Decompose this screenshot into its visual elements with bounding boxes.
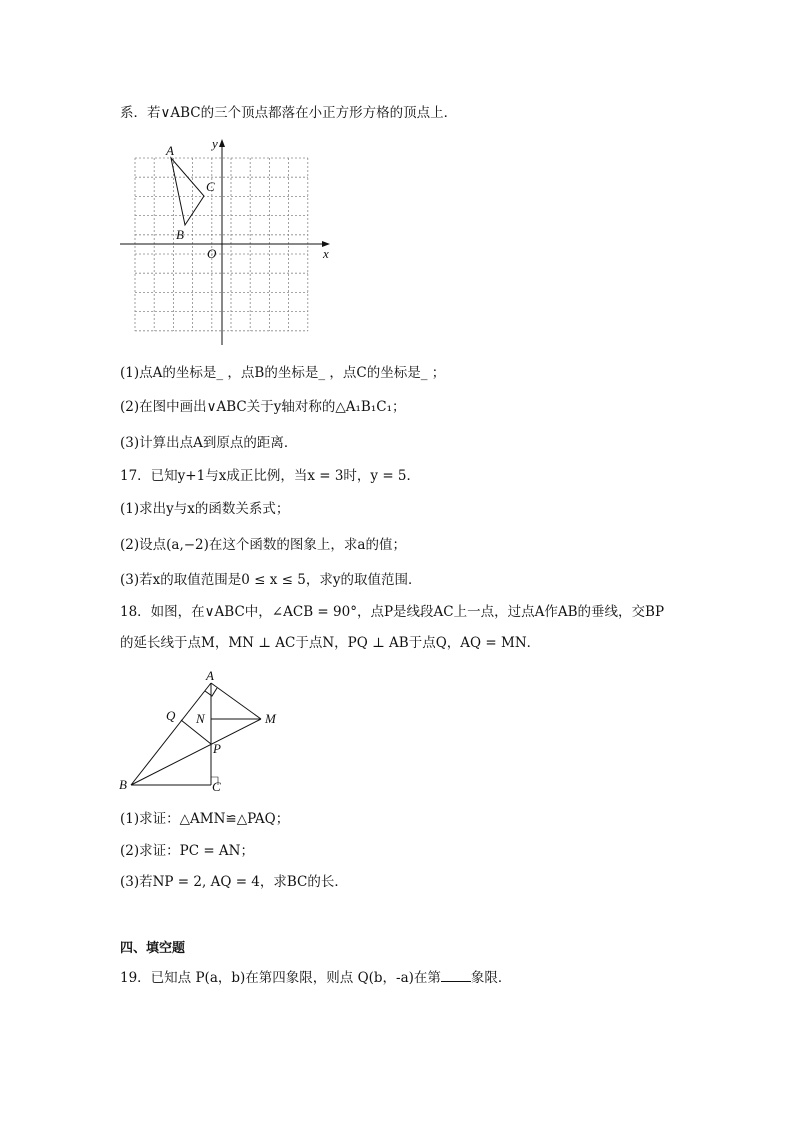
section-heading: 四、填空题 <box>120 941 186 956</box>
triangle-abc <box>171 158 204 225</box>
label-o: O <box>207 246 217 261</box>
y-axis-arrow <box>219 139 225 147</box>
q19-text-before: 19．已知点 P(a，b)在第四象限，则点 Q(b，-a)在第 <box>120 970 441 986</box>
fig-label-b: B <box>119 777 127 792</box>
q16-part3: (3)计算出点A到原点的距离． <box>120 435 298 451</box>
fig-label-p: P <box>213 741 221 756</box>
q18-stem-line1: 18．如图，在∨ABC中，∠ACB = 90°，点P是线段AC上一点，过点A作AB的垂线，交BP <box>120 604 665 620</box>
fig-label-n: N <box>196 711 205 726</box>
triangle-figure <box>115 668 285 798</box>
q17-part1: (1)求出y与x的函数关系式； <box>120 501 290 517</box>
q18-part3: (3)若NP = 2, AQ = 4，求BC的长． <box>120 874 348 890</box>
fig-label-a: A <box>206 668 214 683</box>
q16-part1: (1)点A的坐标是_ ，点B的坐标是_ ，点C的坐标是_ ； <box>120 365 446 381</box>
label-b: B <box>176 227 184 242</box>
q18-stem-line2: 的延长线于点M，MN ⊥ AC于点N，PQ ⊥ AB于点Q，AQ = MN． <box>120 635 541 651</box>
segment-am <box>211 683 261 719</box>
intro-line: 系．若∨ABC的三个顶点都落在小正方形方格的顶点上． <box>120 105 458 121</box>
fig-label-m: M <box>265 711 276 726</box>
label-c: C <box>206 179 215 194</box>
q17-stem: 17．已知y+1与x成正比例，当x = 3时，y = 5． <box>120 468 421 484</box>
coordinate-grid-figure <box>115 135 345 350</box>
q18-part2: (2)求证：PC = AN； <box>120 843 254 859</box>
q17-part3: (3)若x的取值范围是0 ≤ x ≤ 5，求y的取值范围． <box>120 572 422 588</box>
label-a: A <box>166 143 174 158</box>
label-y: y <box>212 136 218 151</box>
q19-text-after: 象限． <box>470 970 512 986</box>
q18-part1: (1)求证：△AMN≌△PAQ； <box>120 811 290 827</box>
segment-bm <box>131 719 261 785</box>
q16-part2: (2)在图中画出∨ABC关于y轴对称的△A₁B₁C₁； <box>120 399 406 415</box>
label-x: x <box>323 246 329 261</box>
q17-part2: (2)设点(a,−2)在这个函数的图象上，求a的值； <box>120 537 406 553</box>
fig-label-c: C <box>212 779 221 794</box>
fig-label-q: Q <box>166 708 176 723</box>
q19-line <box>120 969 511 987</box>
q19-answer-blank[interactable] <box>441 969 471 982</box>
